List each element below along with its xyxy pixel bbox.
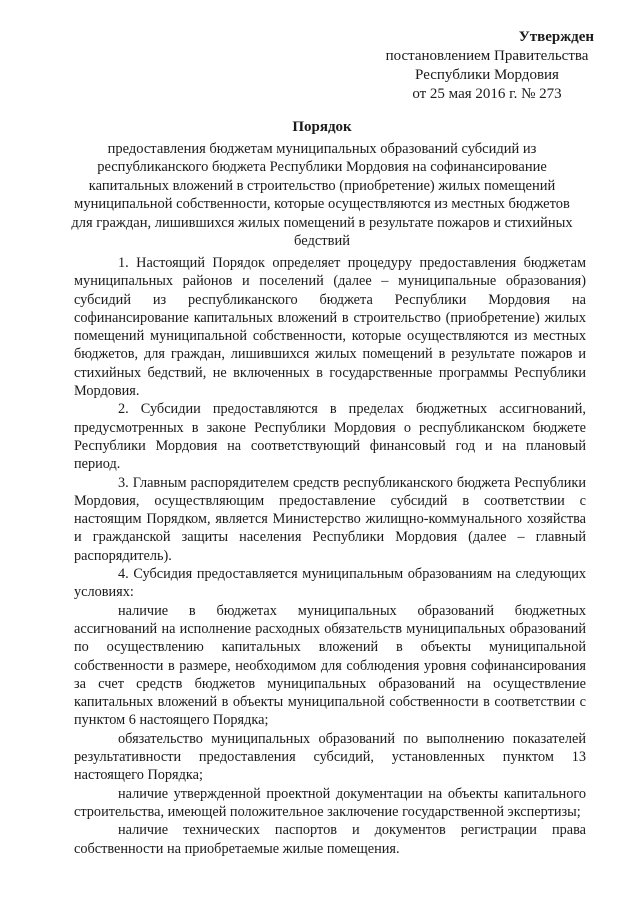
approval-stamp	[372, 28, 602, 104]
approval-line-1: постановлением Правительства	[385, 48, 589, 64]
paragraph-2: 2. Субсидии предоставляются в пределах бюджетных ассигнований, предусмотренных в законе Республики Мордовия о республиканском бюджете Республики Мордовия на соответствующий финансовый год и на плановый период.	[74, 401, 586, 473]
approval-word: Утвержден	[518, 29, 594, 45]
document-heading	[70, 118, 574, 251]
approval-line-2: Республики Мордовия	[415, 67, 559, 83]
condition-4: наличие технических паспортов и документов регистрации права собственности на приобретаемые жилые помещения.	[74, 822, 586, 857]
document-title: Порядок	[292, 119, 352, 135]
condition-2: обязательство муниципальных образований по выполнению показателей результативности предоставления субсидий, установленных пунктом 13 настоящего Порядка;	[74, 730, 586, 784]
paragraph-3: 3. Главным распорядителем средств республиканского бюджета Республики Мордовия, осуществляющим предоставление субсидий в соответствии с настоящим Порядком, является Министерство жилищно-коммунального хозяйства и гражданской защиты населения Республики Мордовия (далее – главный распорядитель).	[74, 474, 586, 564]
approval-line-3: от 25 мая 2016 г. № 273	[412, 86, 562, 102]
paragraph-1: 1. Настоящий Порядок определяет процедуру предоставления бюджетам муниципальных районов и поселений (далее – муниципальные образования) субсидий из республиканского бюджета Республики Мордовия на софинансирование капитальных вложений в строительство (приобретение) жилых помещений муниципальной собственности, которые осуществляются из местных бюджетов, для граждан, лишившихся жилых помещений в результате пожаров и стихийных бедствий, не включенных в государственные программы Республики Мордовия.	[74, 255, 586, 400]
condition-1: наличие в бюджетах муниципальных образований бюджетных ассигнований на исполнение расходных обязательств муниципальных образований по осуществлению капитальных вложений в объекты муниципальной собственности в размере, необходимом для соблюдения уровня софинансирования за счет средств бюджетов муниципальных образований на осуществление капитальных вложений в объекты муниципальной собственности в соответствии с пунктом 6 настоящего Порядка;	[74, 602, 586, 729]
document-body	[74, 254, 586, 858]
paragraph-4: 4. Субсидия предоставляется муниципальным образованиям на следующих условиях:	[74, 566, 586, 601]
condition-3: наличие утвержденной проектной документации на объекты капитального строительства, имеющей положительное заключение государственной экспертизы;	[74, 785, 586, 820]
document-subtitle: предоставления бюджетам муниципальных образований субсидий из республиканского бюджета Республики Мордовия на софинансирование капитальных вложений в строительство (приобретение) жилых помещений муниципальной собственности, которые осуществляются из местных бюджетов для граждан, лишившихся жилых помещений в результате пожаров и стихийных бедствий	[71, 140, 573, 249]
